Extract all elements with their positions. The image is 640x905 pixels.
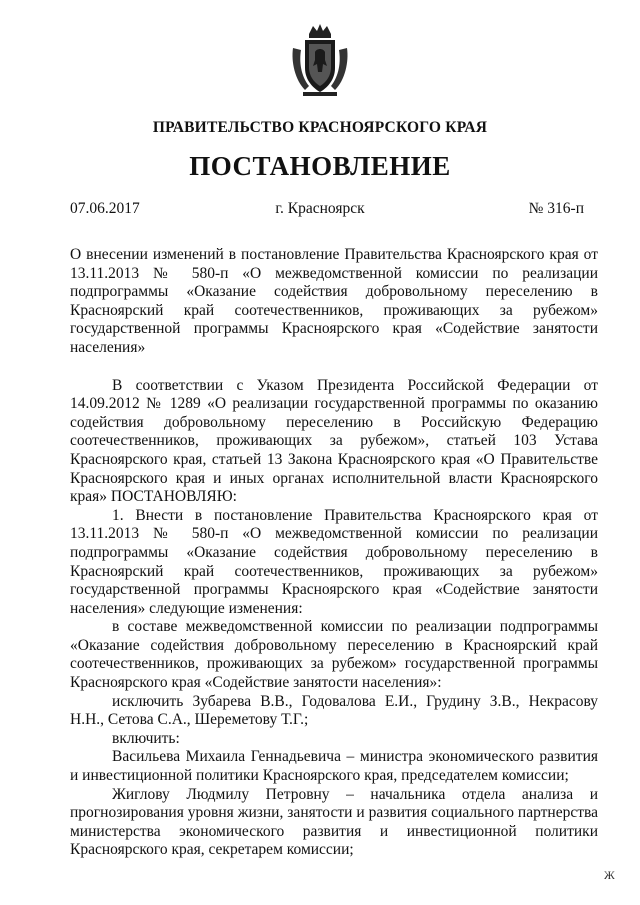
- paragraph-preamble: В соответствии с Указом Президента Российской Федерации от 14.09.2012 № 1289 «О реализации государственной программы по оказанию содействия добровольному переселению в Российскую Федерацию соотечественников, проживающих за рубежом», статьей 103 Устава Красноярского края, статьей 13 Закона Красноярского края «О Правительстве Красноярского края и иных органах исполнительной власти Красноярского края» ПОСТАНОВЛЯЮ:: [70, 376, 598, 506]
- government-name: ПРАВИТЕЛЬСТВО КРАСНОЯРСКОГО КРАЯ: [152, 119, 488, 136]
- paragraph-exclude: исключить Зубарева В.В., Годовалова Е.И., Грудину З.В., Некрасову Н.Н., Сетова С.А., Шереметову Т.Г.;: [70, 692, 598, 729]
- document-number: № 316-п: [528, 200, 584, 217]
- document-body: [70, 246, 598, 860]
- paragraph-member-vasiliev: Васильева Михаила Геннадьевича – министра экономического развития и инвестиционной политики Красноярского края, председателем комиссии;: [70, 748, 598, 785]
- document-city: г. Красноярск: [275, 200, 365, 217]
- document-subject: О внесении изменений в постановление Правительства Красноярского края от 13.11.2013 № 580-п «О межведомственной комиссии по реализации подпрограммы «Оказание содействия добровольному переселению в Красноярский край соотечественников, проживающих за рубежом» государственной программы Красноярского края «Содействие занятости населения»: [70, 246, 598, 356]
- document-title: ПОСТАНОВЛЕНИЕ: [189, 151, 451, 181]
- paragraph-commission-composition: в составе межведомственной комиссии по реализации подпрограммы «Оказание содействия добровольному переселению в Красноярский край соотечественников, проживающих за рубежом» государственной программы Красноярского края «Содействие занятости населения»:: [70, 618, 598, 692]
- paragraph-member-zhiglova: Жиглову Людмилу Петровну – начальника отдела анализа и прогнозирования уровня жизни, занятости и развития социального партнерства министерства экономического развития и инвестиционной политики Красноярского края, секретарем комиссии;: [70, 785, 598, 859]
- coat-of-arms-emblem: [289, 22, 351, 98]
- paragraph-item-1: 1. Внести в постановление Правительства Красноярского края от 13.11.2013 № 580-п «О межведомственной комиссии по реализации подпрограммы «Оказание содействия добровольному переселению в Красноярский край соотечественников, проживающих за рубежом» государственной программы Красноярского края «Содействие занятости населения» следующие изменения:: [70, 506, 598, 617]
- paragraph-include: включить:: [112, 729, 180, 747]
- document-date: 07.06.2017: [70, 200, 140, 217]
- footer-mark: Ж: [604, 868, 615, 882]
